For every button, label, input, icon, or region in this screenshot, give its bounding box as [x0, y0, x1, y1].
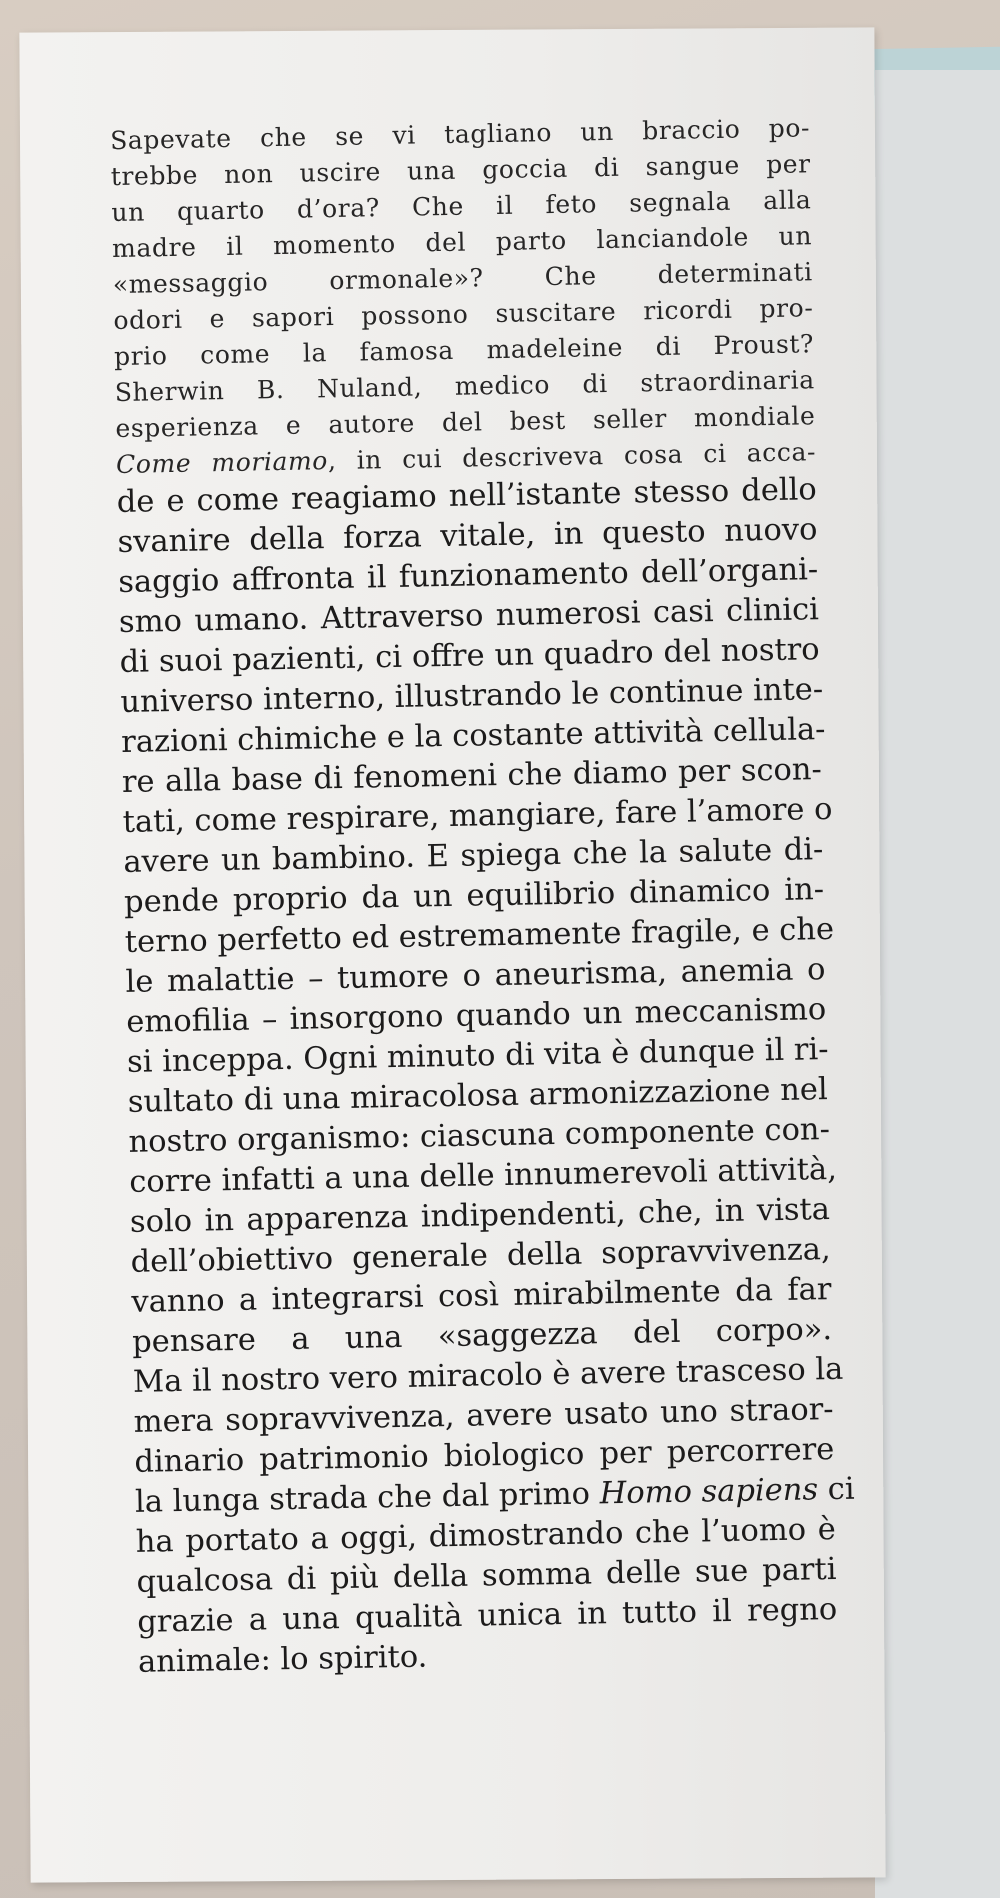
text-line: avere un bambino. E spiega che la salute di-	[123, 832, 824, 880]
text-line: saggio affronta il funzionamento dell’organi-	[117, 552, 819, 600]
text-line: svanire della forza vitale, in questo nuovo	[117, 512, 818, 561]
text-line: de e come reagiamo nell’istante stesso dello	[116, 472, 818, 521]
text-line: prio come la famosa madeleine di Proust?	[113, 329, 815, 372]
text-line: pensare a una «saggezza del corpo».	[131, 1312, 833, 1360]
text-line: terno perfetto ed estremamente fragile, e che	[124, 911, 835, 960]
text-line: razioni chimiche e la costante attività cellula-	[120, 712, 826, 760]
text-line: Sapevate che se vi tagliano un braccio po-	[109, 113, 811, 156]
blurb-lower-block	[116, 472, 855, 1688]
text-fragment: ci	[817, 1471, 855, 1508]
blurb-upper-block	[110, 115, 816, 488]
text-line: si inceppa. Ogni minuto di vita è dunque il ri-	[126, 1032, 829, 1080]
text-line: universo interno, illustrando le continue inte-	[120, 672, 824, 720]
text-line: sultato di una miracolosa armonizzazione nel	[127, 1072, 829, 1120]
text-line: qualcosa di più della somma delle sue parti	[136, 1552, 837, 1600]
text-line: pende proprio da un equilibrio dinamico in-	[123, 872, 825, 920]
book-flap-page	[19, 27, 885, 1882]
text-line: mera sopravvivenza, avere usato uno straor-	[133, 1392, 834, 1440]
text-line: di suoi pazienti, ci offre un quadro del nostro	[119, 632, 820, 680]
book-title-italic: Come moriamo	[115, 446, 329, 480]
text-line: grazie a una qualità unica in tutto il regno	[137, 1592, 838, 1640]
text-line: emofilia – insorgono quando un meccanismo	[126, 992, 827, 1040]
text-line: madre il momento del parto lanciandole un	[111, 221, 813, 264]
text-line: nostro organismo: ciascuna componente con-	[128, 1112, 831, 1160]
text-line: dell’obiettivo generale della sopravvivenza,	[130, 1232, 831, 1280]
text-line: ha portato a oggi, dimostrando che l’uomo è	[135, 1512, 837, 1560]
text-line: smo umano. Attraverso numerosi casi clinici	[118, 592, 820, 640]
blurb-text	[109, 113, 855, 1688]
text-fragment: la lunga strada che dal primo	[134, 1476, 600, 1520]
text-line: le malattie – tumore o aneurisma, anemia o	[125, 952, 826, 1000]
text-line: un quarto d’ora? Che il feto segnala alla	[111, 185, 812, 228]
underlying-page	[875, 70, 1000, 1898]
text-line: Ma il nostro vero miracolo è avere trasceso la	[132, 1351, 844, 1400]
text-line: odori e sapori possono suscitare ricordi pro-	[113, 293, 814, 336]
text-line: solo in apparenza indipendenti, che, in vista	[129, 1192, 831, 1240]
text-line: «messaggio ormonale»? Che determinati	[112, 257, 813, 300]
text-line: dinario patrimonio biologico per percorrere	[134, 1432, 835, 1480]
text-line: esperienza e autore del best seller mondiale	[115, 401, 816, 444]
text-fragment: , in cui descriveva cosa ci acca-	[327, 437, 817, 476]
species-name-italic: Homo sapiens	[599, 1472, 819, 1512]
text-line: corre infatti a una delle innumerevoli attività,	[128, 1151, 838, 1200]
text-line: Sherwin B. Nuland, medico di straordinaria	[114, 365, 815, 408]
text-line: tati, come respirare, mangiare, fare l’amore o	[122, 791, 833, 840]
text-line: animale: lo spirito.	[137, 1639, 428, 1680]
text-line: vanno a integrarsi così mirabilmente da far	[131, 1272, 832, 1320]
text-line: re alla base di fenomeni che diamo per scon-	[121, 752, 823, 800]
text-line: trebbe non uscire una goccia di sangue per	[110, 149, 811, 192]
